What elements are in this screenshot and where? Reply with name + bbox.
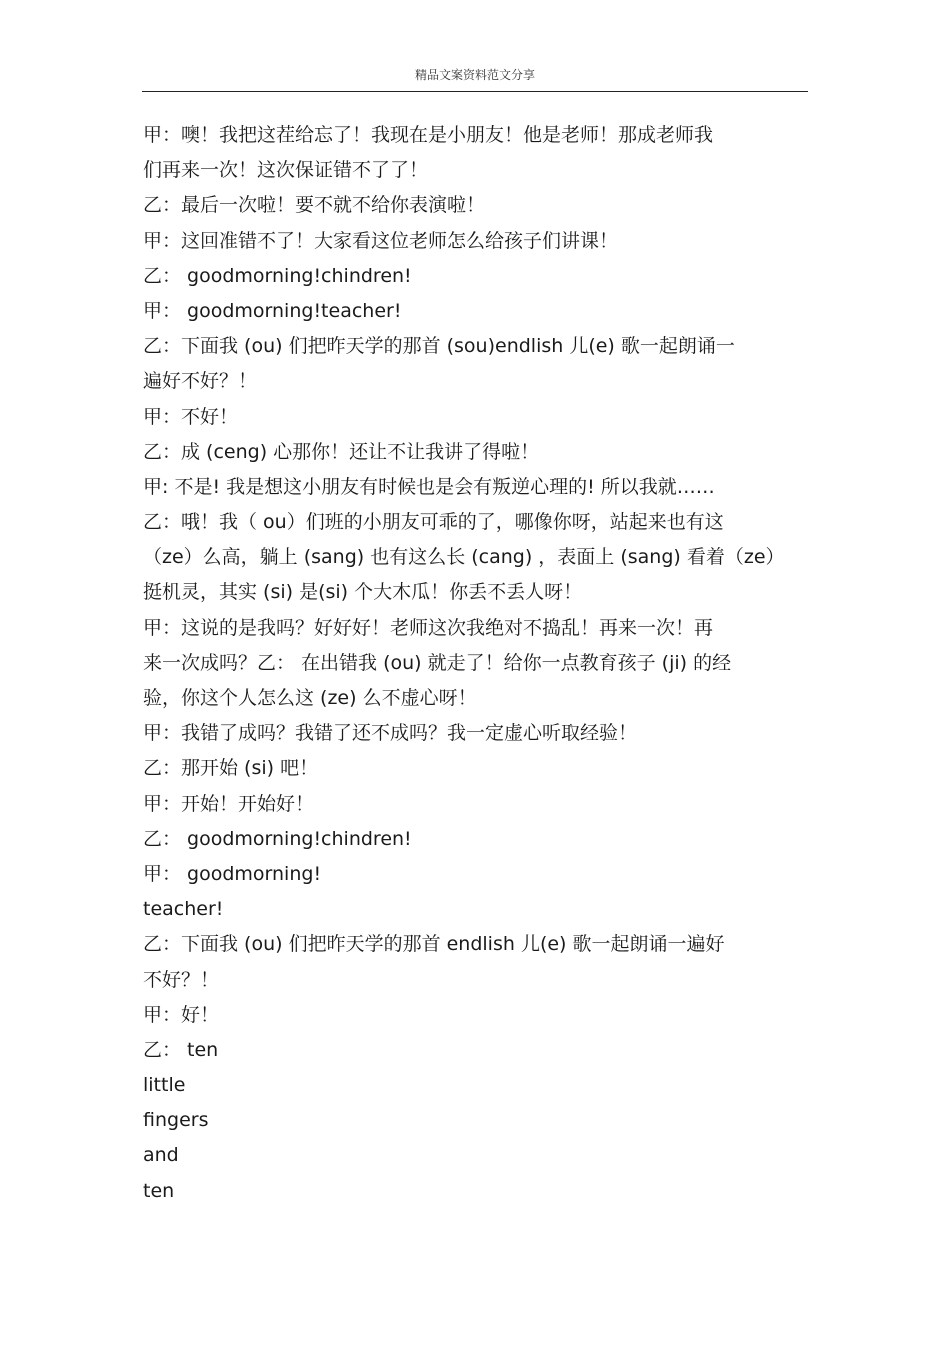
text-line: 验，你这个人怎么这 (ze) 么不虚心呀！: [143, 687, 477, 709]
text-line: 甲: 不是! 我是想这小朋友有时候也是会有叛逆心理的! 所以我就……: [143, 475, 715, 498]
text-line: 乙：最后一次啦！要不就不给你表演啦！: [143, 194, 486, 217]
text-line: teacher!: [143, 898, 224, 921]
text-line: 乙：哦！我（ ou）们班的小朋友可乖的了，哪像你呀，站起来也有这: [143, 511, 724, 534]
text-line: 乙：下面我 (ou) 们把昨天学的那首 endlish 儿(e) 歌一起朗诵一遍好: [143, 933, 725, 956]
text-line: 甲：不好！: [143, 405, 239, 428]
text-line: 甲：我错了成吗？我错了还不成吗？我一定虚心听取经验！: [143, 722, 638, 745]
text-line: 乙： goodmorning!chindren!: [143, 827, 412, 850]
text-line: 来一次成吗？乙： 在出错我 (ou) 就走了！给你一点教育孩子 (ji) 的经: [143, 651, 732, 674]
text-line: fingers: [143, 1109, 209, 1132]
page-header: 精品文案资料范文分享: [414, 68, 535, 82]
text-line: （ze）么高，躺上 (sang) 也有这么长 (cang) ，表面上 (sang) 看着（ze）: [143, 546, 785, 569]
text-line: 们再来一次！这次保证错不了了！: [143, 159, 429, 182]
text-line: ten: [143, 1179, 175, 1202]
text-line: little: [143, 1074, 186, 1097]
text-line: 乙： goodmorning!chindren!: [143, 264, 412, 287]
text-line: 乙：那开始 (si) 吧！: [143, 757, 319, 780]
header-rule: [142, 91, 808, 92]
text-line: 乙： ten: [143, 1038, 219, 1061]
text-line: 甲：开始！开始好！: [143, 792, 315, 815]
text-line: 甲：噢！我把这茬给忘了！我现在是小朋友！他是老师！那成老师我: [143, 124, 714, 146]
text-line: 甲： goodmorning!teacher!: [143, 299, 402, 322]
text-line: 甲：这回准错不了！大家看这位老师怎么给孩子们讲课！: [143, 229, 619, 252]
text-line: 甲： goodmorning!: [143, 862, 322, 885]
text-line: 甲：这说的是我吗？好好好！老师这次我绝对不捣乱！再来一次！再: [143, 616, 714, 639]
text-line: and: [143, 1144, 179, 1167]
text-line: 不好？！: [143, 968, 220, 991]
text-line: 甲：好！: [143, 1003, 220, 1026]
text-line: 遍好不好？！: [143, 370, 258, 393]
text-line: 乙：成 (ceng) 心那你！还让不让我讲了得啦！: [143, 440, 540, 463]
text-line: 乙：下面我 (ou) 们把昨天学的那首 (sou)endlish 儿(e) 歌一起朗诵一: [143, 335, 735, 358]
dialogue-body: [143, 118, 808, 1209]
text-line: 挺机灵，其实 (si) 是(si) 个大木瓜！你丢不丢人呀！: [143, 581, 583, 604]
